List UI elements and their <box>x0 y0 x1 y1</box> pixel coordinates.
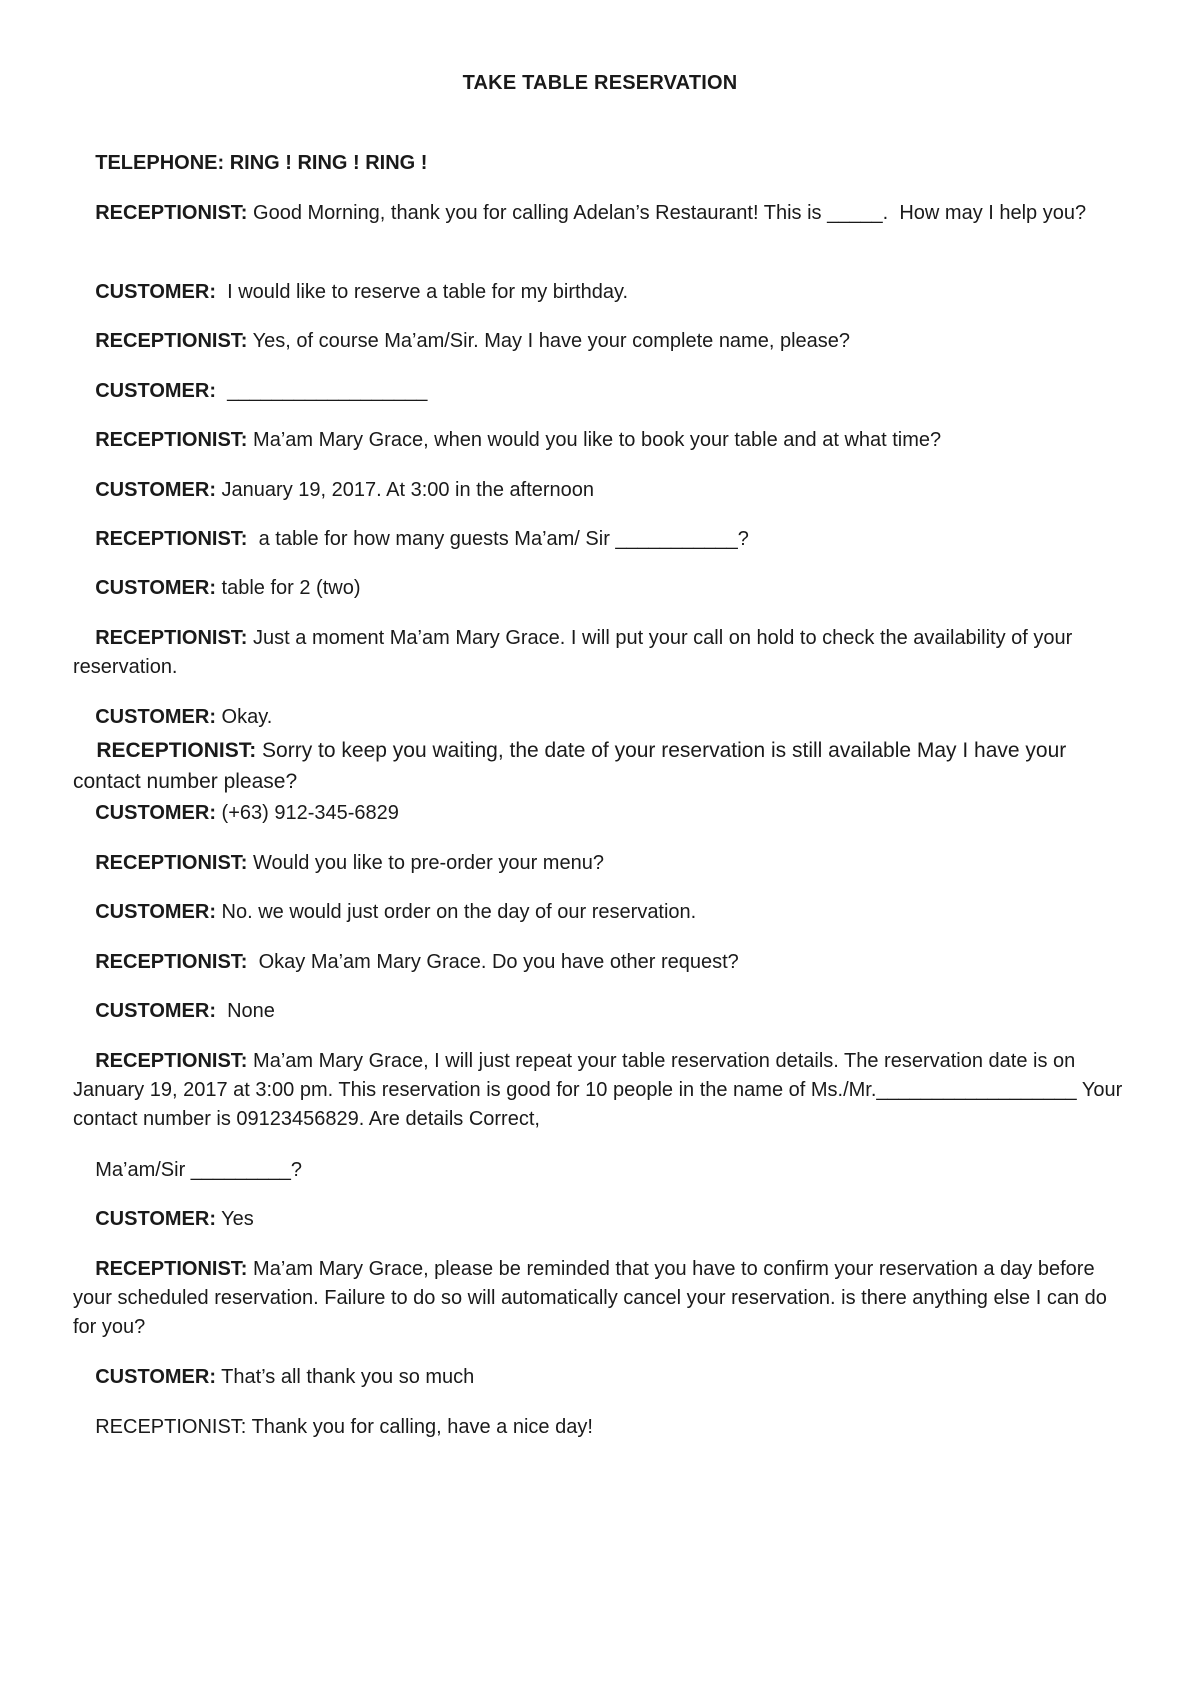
speaker-label: RECEPTIONIST: <box>95 1050 248 1072</box>
line-text: None <box>215 1000 275 1022</box>
line-text: __________________ <box>215 380 428 402</box>
line-text: No. we would just order on the day of our reservation. <box>215 901 697 923</box>
dialogue-line <box>73 170 1133 257</box>
line-text: Yes, of course Ma’am/Sir. May I have your complete name, please? <box>247 330 851 352</box>
line-text: Okay Ma’am Mary Grace. Do you have other request? <box>247 951 739 973</box>
speaker-label: RECEPTIONIST: <box>95 627 248 649</box>
speaker-label: RECEPTIONIST: <box>95 951 248 973</box>
speaker-label: CUSTOMER: <box>95 706 216 728</box>
speaker-label: RECEPTIONIST: <box>95 330 248 352</box>
line-text: That’s all thank you so much <box>215 1366 475 1388</box>
speaker-label: RECEPTIONIST: <box>95 528 248 550</box>
line-text: (+63) 912-345-6829 <box>215 802 399 824</box>
line-text: a table for how many guests Ma’am/ Sir ___________? <box>247 528 749 550</box>
line-text: table for 2 (two) <box>215 577 361 599</box>
document-title: TAKE TABLE RESERVATION <box>462 72 738 94</box>
line-text: Okay. <box>215 706 273 728</box>
dialogue-line-closing <box>73 1384 1133 1471</box>
line-text: I would like to reserve a table for my birthday. <box>215 281 629 303</box>
speaker-label: CUSTOMER: <box>95 479 216 501</box>
line-text: Yes <box>215 1208 254 1230</box>
speaker-label: CUSTOMER: <box>95 901 216 923</box>
line-text: Ma’am/Sir _________? <box>95 1159 303 1181</box>
line-text: Sorry to keep you waiting, the date of your reservation is still available May I have your contact number please? <box>73 739 1073 793</box>
speaker-label: RECEPTIONIST: <box>95 852 248 874</box>
speaker-label: RECEPTIONIST: <box>95 1258 248 1280</box>
line-text: Would you like to pre-order your menu? <box>247 852 604 874</box>
line-text: January 19, 2017. At 3:00 in the afternoon <box>215 479 595 501</box>
speaker-label: CUSTOMER: <box>95 380 216 402</box>
speaker-label: CUSTOMER: <box>95 1000 216 1022</box>
line-text: Just a moment Ma’am Mary Grace. I will put your call on hold to check the availability of your reservation. <box>73 627 1078 678</box>
speaker-label: CUSTOMER: <box>95 281 216 303</box>
speaker-label: CUSTOMER: <box>95 802 216 824</box>
speaker-label: RECEPTIONIST: <box>95 202 248 224</box>
line-text: Ma’am Mary Grace, please be reminded that you have to confirm your reservation a day before your scheduled reservation. Failure to do so will automatically cancel your reservation. is there anything else I can do for you? <box>73 1258 1113 1338</box>
line-text: Ma’am Mary Grace, I will just repeat your table reservation details. The reservation date is on January 19, 2017 at 3:00 pm. This reservation is good for 10 people in the name of Ms./Mr.__________________ Your contact number is 09123456829. Are details Correct, <box>73 1050 1128 1130</box>
speaker-label: CUSTOMER: <box>95 1366 216 1388</box>
line-text: Good Morning, thank you for calling Adelan’s Restaurant! This is _____. How may I help you? <box>247 202 1087 224</box>
line-text: RECEPTIONIST: Thank you for calling, have a nice day! <box>95 1416 593 1438</box>
speaker-label: CUSTOMER: <box>95 1208 216 1230</box>
line-text: Ma’am Mary Grace, when would you like to book your table and at what time? <box>247 429 942 451</box>
speaker-label: RECEPTIONIST: <box>96 739 257 762</box>
speaker-label: CUSTOMER: <box>95 577 216 599</box>
speaker-label: RECEPTIONIST: <box>95 429 248 451</box>
speaker-label: TELEPHONE: RING ! RING ! RING ! <box>95 152 428 174</box>
